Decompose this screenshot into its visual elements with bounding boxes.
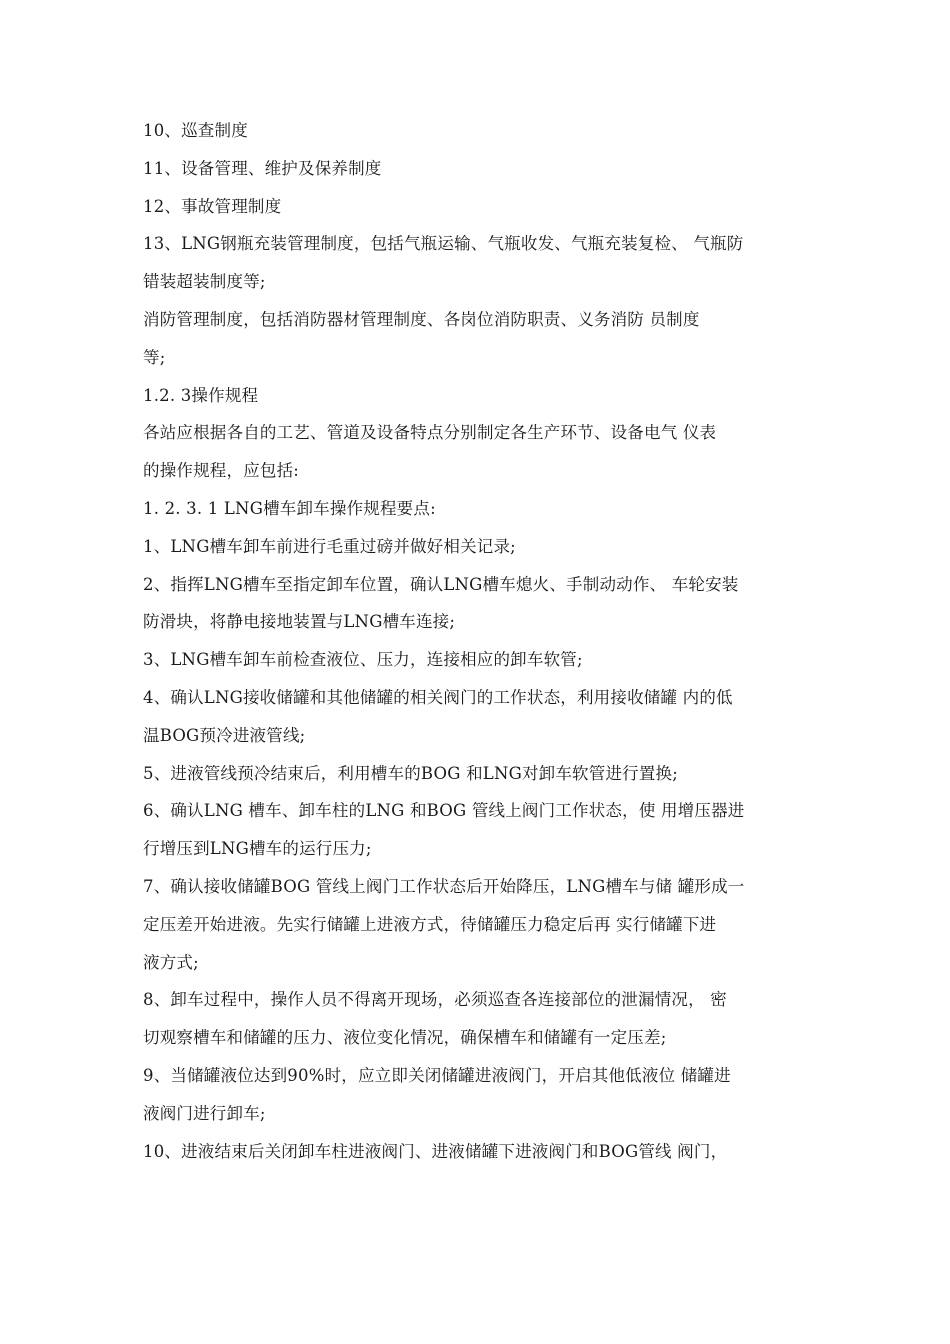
text-line: 温BOG预冷进液管线; bbox=[143, 725, 306, 745]
text-line: 9、当储罐液位达到90%时，应立即关闭储罐进液阀门，开启其他低液位 储罐进 bbox=[143, 1065, 731, 1085]
text-line: 4、确认LNG接收储罐和其他储罐的相关阀门的工作状态，利用接收储罐 内的低 bbox=[143, 687, 733, 707]
text-line: 2、指挥LNG槽车至指定卸车位置，确认LNG槽车熄火、手制动动作、 车轮安装 bbox=[143, 574, 739, 594]
text-line: 切观察槽车和储罐的压力、液位变化情况，确保槽车和储罐有一定压差; bbox=[143, 1028, 667, 1048]
document-body bbox=[143, 112, 815, 1170]
text-line: 1、LNG槽车卸车前进行毛重过磅并做好相关记录; bbox=[143, 536, 516, 556]
text-line: 13、LNG钢瓶充装管理制度，包括气瓶运输、气瓶收发、气瓶充装复检、 气瓶防 bbox=[143, 234, 744, 254]
text-line: 错装超装制度等; bbox=[143, 272, 266, 292]
text-line: 液方式; bbox=[143, 952, 199, 972]
text-line: 消防管理制度，包括消防器材管理制度、各岗位消防职责、义务消防 员制度 bbox=[143, 309, 700, 329]
text-line: 10、巡查制度 bbox=[143, 121, 248, 140]
text-line: 定压差开始进液。先实行储罐上进液方式，待储罐压力稳定后再 实行储罐下进 bbox=[143, 914, 717, 934]
text-line: 11、设备管理、维护及保养制度 bbox=[143, 158, 382, 178]
text-line: 液阀门进行卸车; bbox=[143, 1103, 266, 1123]
text-line: 等; bbox=[143, 347, 166, 367]
text-line: 10、进液结束后关闭卸车柱进液阀门、进液储罐下进液阀门和BOG管线 阀门， bbox=[143, 1141, 728, 1161]
text-line: 8、卸车过程中，操作人员不得离开现场，必须巡查各连接部位的泄漏情况， 密 bbox=[143, 990, 727, 1010]
text-line: 防滑块，将静电接地装置与LNG槽车连接; bbox=[143, 612, 456, 632]
text-line: 各站应根据各自的工艺、管道及设备特点分别制定各生产环节、设备电气 仪表 bbox=[143, 423, 717, 443]
text-line: 行增压到LNG槽车的运行压力; bbox=[143, 839, 372, 859]
text-line: 6、确认LNG 槽车、卸车柱的LNG 和BOG 管线上阀门工作状态，使 用增压器进 bbox=[143, 801, 745, 821]
text-line: 12、事故管理制度 bbox=[143, 196, 282, 216]
subsection-heading: 1. 2. 3. 1 LNG槽车卸车操作规程要点: bbox=[143, 498, 436, 518]
text-line: 7、确认接收储罐BOG 管线上阀门工作状态后开始降压，LNG槽车与储 罐形成一 bbox=[143, 876, 745, 896]
text-line: 5、进液管线预冷结束后，利用槽车的BOG 和LNG对卸车软管进行置换; bbox=[143, 763, 679, 783]
text-line: 3、LNG槽车卸车前检查液位、压力，连接相应的卸车软管; bbox=[143, 650, 583, 670]
text-line: 的操作规程，应包括: bbox=[143, 461, 300, 481]
section-heading: 1.2. 3操作规程 bbox=[143, 385, 259, 405]
